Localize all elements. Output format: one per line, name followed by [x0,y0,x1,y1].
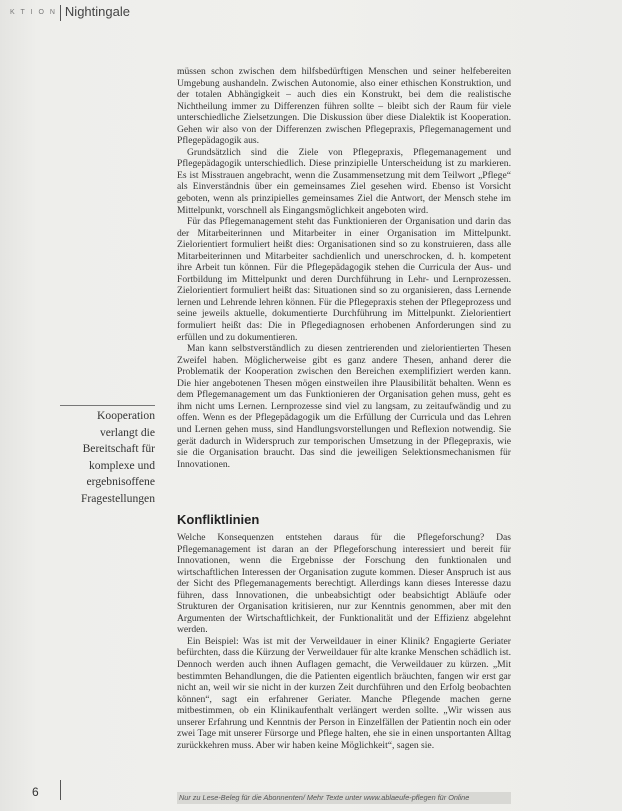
section-paragraph: Welche Konsequenzen entstehen daraus für die Pflegeforschung? Das Pflegemanagement ist daran an der Pflegeforschung interessiert und bereit für Innovationen, wenn die Ergebnisse der Forschung den funktionalen und wirtschaftlichen Interessen der Organisation zugute kommen. Dieser Anspruch ist aus der Sicht des Pflegemanagements berechtigt. Allerdings kann dieses Interesse dazu führen, dass Innovationen, die unbeabsichtigt oder beabsichtigt Abläufe oder Strukturen der Organisation kritisieren, nur zur Kenntnis genommen, aber mit den Argumenten der Wirtschaftlichkeit, der Funktionalität und der Effizienz abgelehnt werden. [177,532,511,636]
margin-note-line: verlangt die [99,425,155,439]
footer-bar: Nur zu Lese-Beleg für die Abonnenten/ Mehr Texte unter www.ablaeufe-pflegen für Online [177,792,511,804]
body-paragraph: Grundsätzlich sind die Ziele von Pflegepraxis, Pflegemanagement und Pflegepädagogik unterschiedlich. Diese prinzipielle Unterscheidung ist zu markieren. Es ist Misstrauen angebracht, wenn die Zusammensetzung mit dem Teilwort „Pflege“ als Einverständnis über ein gemeinsames Ziel gesehen wird. Ebenso ist Vorsicht geboten, wenn als prinzipielles gemeinsames Ziel die Antwort, der Mensch stehe im Mittelpunkt, vorschnell als Eingangsmöglichkeit angeboten wird. [177,146,511,216]
margin-note-line: Kooperation [97,409,155,422]
running-head-section: K T I O N [10,9,57,16]
margin-note [60,405,155,508]
body-paragraph: Für das Pflegemanagement steht das Funktionieren der Organisation und darin das der Mitarbeiterinnen und Mitarbeiter in einer Organisation im Mittelpunkt. Zielorientiert formuliert heißt dies: Organisationen sind so zu konstruieren, dass alle Mitarbeiterinnen und Mitarbeiter sachdienlich und unerschrocken, d. h. kompetent ihre Arbeit tun können. Für die Pflegepädagogik stehen die Curricula der Aus- und Fortbildung im Mittelpunkt und deren Durchführung in Lehr- und Lernprozessen. Zielorientiert formuliert heißt das: Situationen sind so zu organisieren, dass Lernende lernen und Lehrende lehren können. Für die Pflegepraxis stehen der Pflegeprozess und seine jeweils aktuelle, dokumentierte Durchführung im Mittelpunkt. Zielorientiert formuliert heißt das: Die in Pflegediagnosen erhobenen Anforderungen sind zu erfüllen und zu dokumentieren. [177,216,511,343]
section-heading: Konfliktlinien [177,512,260,527]
running-head-author: Nightingale [64,4,130,19]
margin-note-line: komplexe und [88,458,155,472]
section-text [177,532,511,751]
running-head-divider [60,5,61,21]
body-paragraph: müssen schon zwischen dem hilfsbedürftigen Menschen und seiner helfebereiten Umgebung aushandeln. Zwischen Autonomie, also einer ethischen Konstruktion, und der totalen Abhängigkeit – auch dies ein Konstrukt, bei dem die realistische Nichtheilung immer zu Differenzen führen sollte – bleibt sich der Raum für viele unterschiedliche Zielsetzungen. Die Diskussion über diese Dialektik ist Kooperation. Gehen wir also von der Differenzen zwischen Pflegepraxis, Pflegemanagement und Pflegepädagogik aus. [177,66,511,147]
body-text [177,66,511,470]
section-paragraph: Ein Beispiel: Was ist mit der Verweildauer in einer Klinik? Engagierte Geriater befürchten, dass die Kürzung der Verweildauer für alte kranke Menschen schädlich ist. Dennoch werden auch ihnen Auflagen gemacht, die Verweildauer zu kürzen. „Mit bestimmten Behandlungen, die die Patienten eigentlich bräuchten, fangen wir erst gar nicht an, weil wir sie nicht in der kurzen Zeit durchführen und den Erfolg beobachten können“, sagt ein erfahrener Geriater. Manche Pflegende machen gerne mitbestimmen, ob ein Klinikaufenthalt verlängert werden sollte. „Wir wissen aus unserer Erfahrung und Kenntnis der Person in Einzelfällen der Patientin noch ein oder zwei Tage mit unserer Fürsorge und Pflege halten, ehe sie in einen unsportanten Alltag zurückkehren muss. Aber wir haben keine Möglichkeit“, sagen sie. [177,635,511,751]
margin-note-line: ergebnisoffene [86,475,155,489]
page-number-divider [60,780,61,800]
margin-note-line: Bereitschaft für [82,442,155,456]
running-head [10,4,130,22]
margin-note-line: Fragestellungen [80,491,155,505]
page-number: 6 [32,785,39,799]
body-paragraph: Man kann selbstverständlich zu diesen zentrierenden und zielorientierten Thesen Zweifel haben. Möglicherweise gibt es ganz andere Thesen, anhand derer die Problematik der Kooperation zwischen den Bereichen exemplifiziert werden kann. Die hier angebotenen Thesen mögen einstweilen ihre Plausibilität behalten. Wenn es dem Pflegemanagement um das Funktionieren der Organisation gehen muss, geht es ihm nicht ums Lernen. Lernprozesse sind viel zu langsam, zu zeitaufwändig und zu offen. Wenn es der Pflegepädagogik um die Erfüllung der Curricula und das Lehren und Lernen gehen muss, sind Handlungsvorstellungen und Reflexion notwendig. Sie gerät dadurch in Widerspruch zur temporischen Umsetzung in der Pflegepraxis, wie sie die Organisation braucht. Das sind die jeweiligen Selektionsmechanismen für Innovationen. [177,343,511,470]
